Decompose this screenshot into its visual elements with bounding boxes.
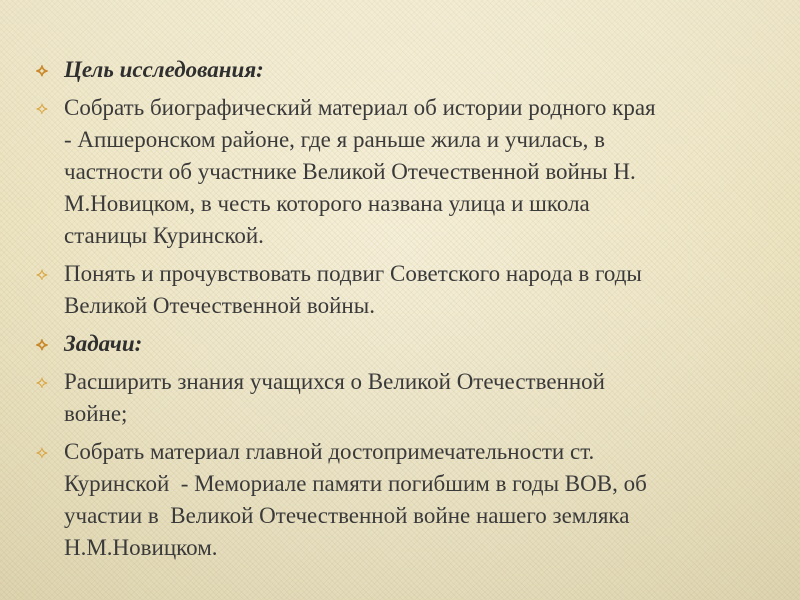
task-item-2-text: Собрать материал главной достопримечательности ст. Куринской - Мемориале памяти погибшим в годы ВОВ, об участии в Великой Отечественной войне нашего земляка Н.М.Новицком. [64, 439, 647, 560]
bullet-icon: ⟡ [36, 442, 48, 462]
heading-tasks [36, 328, 786, 360]
slide-content [36, 54, 786, 570]
goal-item-2-text: Понять и прочувствовать подвиг Советского народа в годы Великой Отечественной войны. [64, 261, 642, 318]
heading-goal-text: Цель исследования: [64, 57, 264, 82]
goal-item-2 [36, 258, 786, 322]
bullet-icon: ⟡ [36, 372, 48, 392]
task-item-1 [36, 366, 786, 430]
task-item-1-text: Расширить знания учащихся о Великой Отечественной войне; [64, 369, 605, 426]
goal-item-1-text: Собрать биографический материал об истории родного края - Апшеронском районе, где я раньше жила и училась, в частности об участнике Великой Отечественной войны Н. М.Новицком, в честь которого названа улица и школа станицы Куринской. [64, 95, 656, 248]
goal-item-1 [36, 92, 786, 252]
bullet-icon: ⟡ [36, 264, 48, 284]
heading-goal [36, 54, 786, 86]
task-item-2 [36, 436, 786, 564]
bullet-icon: ⟡ [36, 98, 48, 118]
bullet-icon: ⟡ [36, 334, 48, 354]
heading-tasks-text: Задачи: [64, 331, 143, 356]
bullet-icon: ⟡ [36, 60, 48, 80]
